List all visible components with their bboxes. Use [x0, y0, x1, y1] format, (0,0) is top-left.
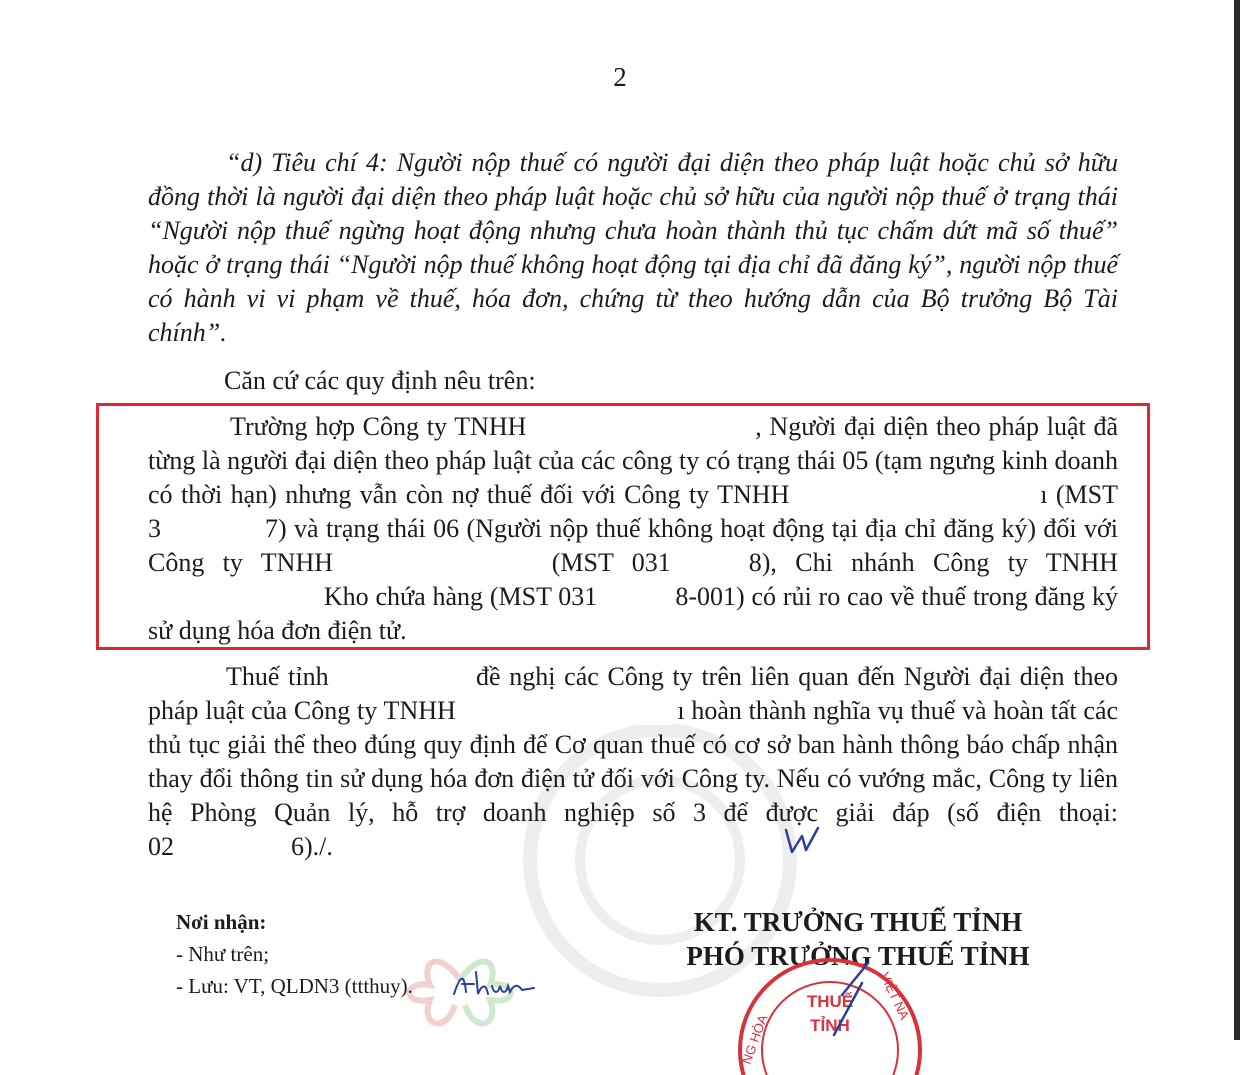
recipients-heading: Nơi nhận:: [176, 910, 267, 934]
page-number: 2: [613, 62, 627, 92]
redacted-company-name: [798, 480, 1032, 509]
hl-text-4: 7) và trạng thái 06 (Người nộp thuế không hoạt động tại địa chỉ đăng ký) đối với Công ty TNHH: [148, 514, 1118, 577]
scan-edge: [1234, 0, 1240, 1040]
hl-text-6: 8), Chi nhánh Công ty TNHH: [748, 548, 1119, 577]
quoted-criterion: [148, 146, 1118, 350]
hl-text-7: Kho chứa hàng (MST 031: [323, 582, 598, 611]
hl-text-5: (MST 031: [551, 548, 671, 577]
signature-line-1: KT. TRƯỞNG THUẾ TỈNH: [693, 907, 1023, 937]
basis-line: Căn cứ các quy định nêu trên:: [224, 366, 536, 395]
redacted-company-name: [534, 412, 755, 441]
recipient-item: - Lưu: VT, QLDN3 (ttthuy).: [176, 974, 413, 998]
redacted-tax-code: [161, 514, 265, 543]
stamp-ring-left: NG HÒA: [738, 1012, 771, 1067]
hl-text-3: ı (MST 3: [148, 480, 1119, 543]
check-mark-icon: [782, 822, 822, 862]
req-text-4: 6)./.: [291, 832, 333, 861]
signature-line-2: PHÓ TRƯỞNG THUẾ TỈNH: [686, 941, 1030, 971]
hl-text-1: Trường hợp Công ty TNHH: [230, 412, 527, 441]
redacted-tax-code: [597, 582, 675, 611]
redacted-phone: [174, 832, 291, 861]
stamp-ring-right: VIỆT NA: [877, 969, 913, 1022]
hl-text-2: , Người đại diện theo pháp luật đã từng là người đại diện theo pháp luật của các công ty có trạng thái 05 (tạm ngưng kinh doanh có thời hạn) nhưng vẫn còn nợ thuế đối với Công ty TNHH: [148, 412, 1118, 509]
redacted-province: [337, 662, 467, 691]
req-text-2: đề nghị các Công ty trên liên quan đến Người đại diện theo pháp luật của Công ty TNHH: [148, 662, 1118, 725]
handwritten-initials: [448, 966, 538, 1002]
redacted-company-name: [351, 548, 533, 577]
recipients-block: [176, 906, 413, 1002]
req-text-1: Thuế tỉnh: [226, 662, 329, 691]
stamp-text-1: THUẾ: [806, 992, 854, 1011]
redacted-company-name: [148, 582, 317, 611]
stamp-text-2: TỈNH: [810, 1016, 850, 1035]
request-paragraph: [148, 660, 1118, 864]
official-red-stamp: [730, 955, 930, 1075]
quote-paragraph: “d) Tiêu chí 4: Người nộp thuế có người đại diện theo pháp luật hoặc chủ sở hữu đồng thời là người đại diện theo pháp luật hoặc chủ sở hữu của người nộp thuế ở trạng thái “Người nộp thuế ngừng hoạt động nhưng chưa hoàn thành thủ tục chấm dứt mã số thuế” hoặc ở trạng thái “Người nộp thuế không hoạt động tại địa chỉ đã đăng ký”, người nộp thuế có hành vi vi phạm về thuế, hóa đơn, chứng từ theo hướng dẫn của Bộ trưởng Bộ Tài chính”.: [148, 148, 1118, 347]
highlighted-paragraph: [148, 410, 1118, 648]
hl-text-8: 8-001) có rủi ro cao về thuế trong đăng ký sử dụng hóa đơn điện tử.: [148, 582, 1119, 645]
redacted-tax-code: [671, 548, 749, 577]
recipient-item: - Như trên;: [176, 942, 270, 966]
req-text-3: ı hoàn thành nghĩa vụ thuế và hoàn tất các thủ tục giải thể theo đúng quy định để Cơ quan thuế có cơ sở ban hành thông báo chấp nhận thay đổi thông tin sử dụng hóa đơn điện tử đối với Công ty. Nếu có vướng mắc, Công ty liên hệ Phòng Quản lý, hỗ trợ doanh nghiệp số 3 để được giải đáp (số điện thoại: 02: [148, 696, 1119, 861]
redacted-company-name: [463, 696, 671, 725]
